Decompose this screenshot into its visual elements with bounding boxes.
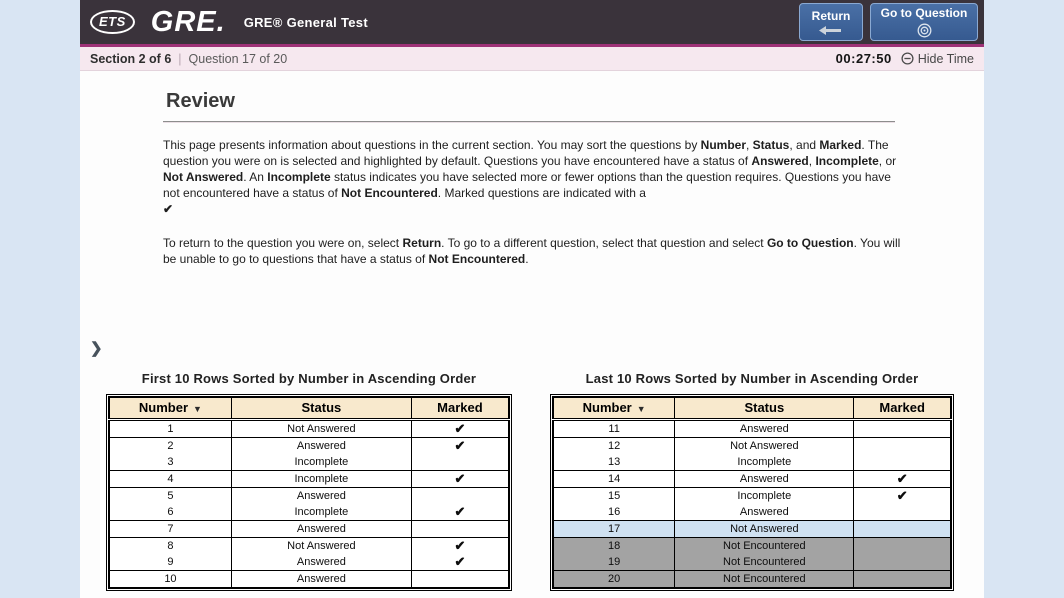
cell-number: 11 [553, 419, 675, 437]
cell-status: Incomplete [231, 470, 411, 487]
review-table-last [552, 371, 952, 589]
table-row[interactable] [553, 520, 951, 537]
product-title: GRE® General Test [243, 14, 368, 30]
cell-number: 10 [109, 570, 231, 588]
hide-time-label: Hide Time [917, 51, 974, 66]
cell-status: Not Encountered [675, 570, 854, 588]
table-row[interactable] [553, 437, 951, 454]
review-table-first [108, 371, 510, 589]
column-header-number[interactable] [109, 397, 231, 419]
sort-arrow-icon: ▼ [193, 404, 202, 415]
return-button[interactable] [799, 3, 863, 41]
cell-marked-empty [854, 437, 951, 454]
cell-status: Incomplete [231, 454, 411, 471]
bullseye-icon [917, 23, 932, 38]
column-header-number[interactable] [553, 397, 675, 419]
cell-number: 5 [109, 487, 231, 504]
table-row[interactable] [553, 419, 951, 437]
title-underline [163, 121, 895, 123]
column-header-label: Number [582, 400, 632, 416]
marked-check-icon: ✔ [411, 437, 509, 454]
ets-logo: ETS [90, 10, 135, 34]
marked-check-icon: ✔ [411, 470, 509, 487]
question-progress-label: Question 17 of 20 [188, 51, 288, 66]
cell-number: 9 [109, 554, 231, 571]
cell-status: Answered [231, 437, 411, 454]
table-row[interactable] [109, 537, 509, 554]
expand-chevron-icon[interactable]: ❯ [90, 340, 103, 357]
cell-status: Not Encountered [675, 554, 854, 571]
cell-marked-empty [854, 454, 951, 471]
cell-status: Answered [231, 570, 411, 588]
cell-status: Incomplete [675, 454, 854, 471]
table-row[interactable] [109, 487, 509, 504]
cell-status: Answered [675, 504, 854, 521]
table-row[interactable] [109, 570, 509, 588]
table-row[interactable] [109, 504, 509, 521]
marked-check-icon: ✔ [411, 554, 509, 571]
cell-status: Answered [675, 419, 854, 437]
cell-status: Answered [231, 520, 411, 537]
column-header-marked[interactable]: Marked [854, 397, 951, 419]
section-label: Section 2 of 6 [90, 51, 172, 66]
cell-status: Answered [675, 470, 854, 487]
table-row[interactable] [553, 454, 951, 471]
cell-marked-empty [854, 504, 951, 521]
test-window [80, 0, 984, 598]
marked-check-icon: ✔ [854, 487, 951, 504]
hide-time-clock-icon [901, 52, 914, 65]
question-table [108, 396, 510, 589]
cell-marked-empty [854, 419, 951, 437]
divider-bar: | [178, 51, 182, 66]
table-row[interactable] [109, 470, 509, 487]
go-to-question-button-label: Go to Question [880, 6, 968, 20]
question-table [552, 396, 952, 589]
cell-number: 13 [553, 454, 675, 471]
table-row[interactable] [553, 504, 951, 521]
cell-marked-empty [411, 520, 509, 537]
cell-marked-empty [854, 570, 951, 588]
instructions-paragraph-1: This page presents information about questions in the current section. You may sort the questions by Number, Status, and Marked. The question you were on is selected and highlighted by default. Questions you have encountered have a status of Answered, Incomplete, or Not Answered. An Incomplete status indicates you have selected more or fewer options than the question requires. Questions you have not encountered have a status of Not Encountered. Marked questions are indicated with a ✔ [163, 138, 897, 216]
table-title: First 10 Rows Sorted by Number in Ascending Order [141, 371, 477, 386]
cell-number: 16 [553, 504, 675, 521]
cell-status: Not Answered [675, 437, 854, 454]
cell-number: 17 [553, 520, 675, 537]
table-row[interactable] [109, 419, 509, 437]
column-header-status[interactable]: Status [675, 397, 854, 419]
cell-number: 1 [109, 419, 231, 437]
cell-number: 20 [553, 570, 675, 588]
table-row[interactable] [109, 554, 509, 571]
cell-marked-empty [411, 454, 509, 471]
cell-marked-empty [411, 487, 509, 504]
cell-status: Not Answered [231, 419, 411, 437]
table-row[interactable] [109, 520, 509, 537]
cell-number: 7 [109, 520, 231, 537]
cell-number: 4 [109, 470, 231, 487]
cell-number: 6 [109, 504, 231, 521]
marked-check-icon: ✔ [411, 504, 509, 521]
column-header-status[interactable]: Status [231, 397, 411, 419]
cell-marked-empty [854, 537, 951, 554]
table-row[interactable] [109, 454, 509, 471]
table-row [553, 537, 951, 554]
instructions-paragraph-2: To return to the question you were on, select Return. To go to a different question, select that question and select Go to Question. You will be unable to go to questions that have a status of Not Encountered. [163, 236, 901, 266]
timer-area [836, 51, 974, 66]
cell-number: 14 [553, 470, 675, 487]
cell-number: 18 [553, 537, 675, 554]
cell-number: 19 [553, 554, 675, 571]
left-arrow-icon [819, 26, 843, 35]
cell-number: 15 [553, 487, 675, 504]
marked-check-icon: ✔ [854, 470, 951, 487]
cell-status: Not Encountered [675, 537, 854, 554]
cell-number: 12 [553, 437, 675, 454]
top-bar [80, 0, 984, 44]
table-row [553, 570, 951, 588]
cell-number: 3 [109, 454, 231, 471]
cell-number: 8 [109, 537, 231, 554]
column-header-marked[interactable]: Marked [411, 397, 509, 419]
table-row[interactable] [109, 437, 509, 454]
table-row[interactable] [553, 487, 951, 504]
nav-button-group [799, 3, 978, 41]
return-button-label: Return [811, 9, 851, 23]
cell-status: Answered [231, 487, 411, 504]
cell-status: Not Answered [231, 537, 411, 554]
gre-logo: GRE. [150, 5, 226, 38]
cell-status: Answered [231, 554, 411, 571]
table-header-row [109, 397, 509, 419]
hide-time-toggle[interactable] [901, 52, 974, 66]
table-row[interactable] [553, 470, 951, 487]
table-header-row [553, 397, 951, 419]
cell-number: 2 [109, 437, 231, 454]
cell-status: Incomplete [231, 504, 411, 521]
cell-marked-empty [854, 554, 951, 571]
table-row [553, 554, 951, 571]
review-content [80, 71, 984, 598]
section-bar [80, 47, 984, 71]
cell-status: Incomplete [675, 487, 854, 504]
sort-arrow-icon: ▼ [636, 404, 646, 415]
marked-check-icon: ✔ [411, 419, 509, 437]
marked-check-icon: ✔ [411, 537, 509, 554]
page-title: Review [166, 90, 235, 112]
cell-marked-empty [411, 570, 509, 588]
timer-display: 00:27:50 [835, 51, 892, 66]
go-to-question-button[interactable] [870, 3, 978, 41]
table-title: Last 10 Rows Sorted by Number in Ascending Order [585, 371, 919, 386]
cell-status: Not Answered [675, 520, 854, 537]
cell-marked-empty [854, 520, 951, 537]
column-header-label: Number [138, 400, 189, 416]
